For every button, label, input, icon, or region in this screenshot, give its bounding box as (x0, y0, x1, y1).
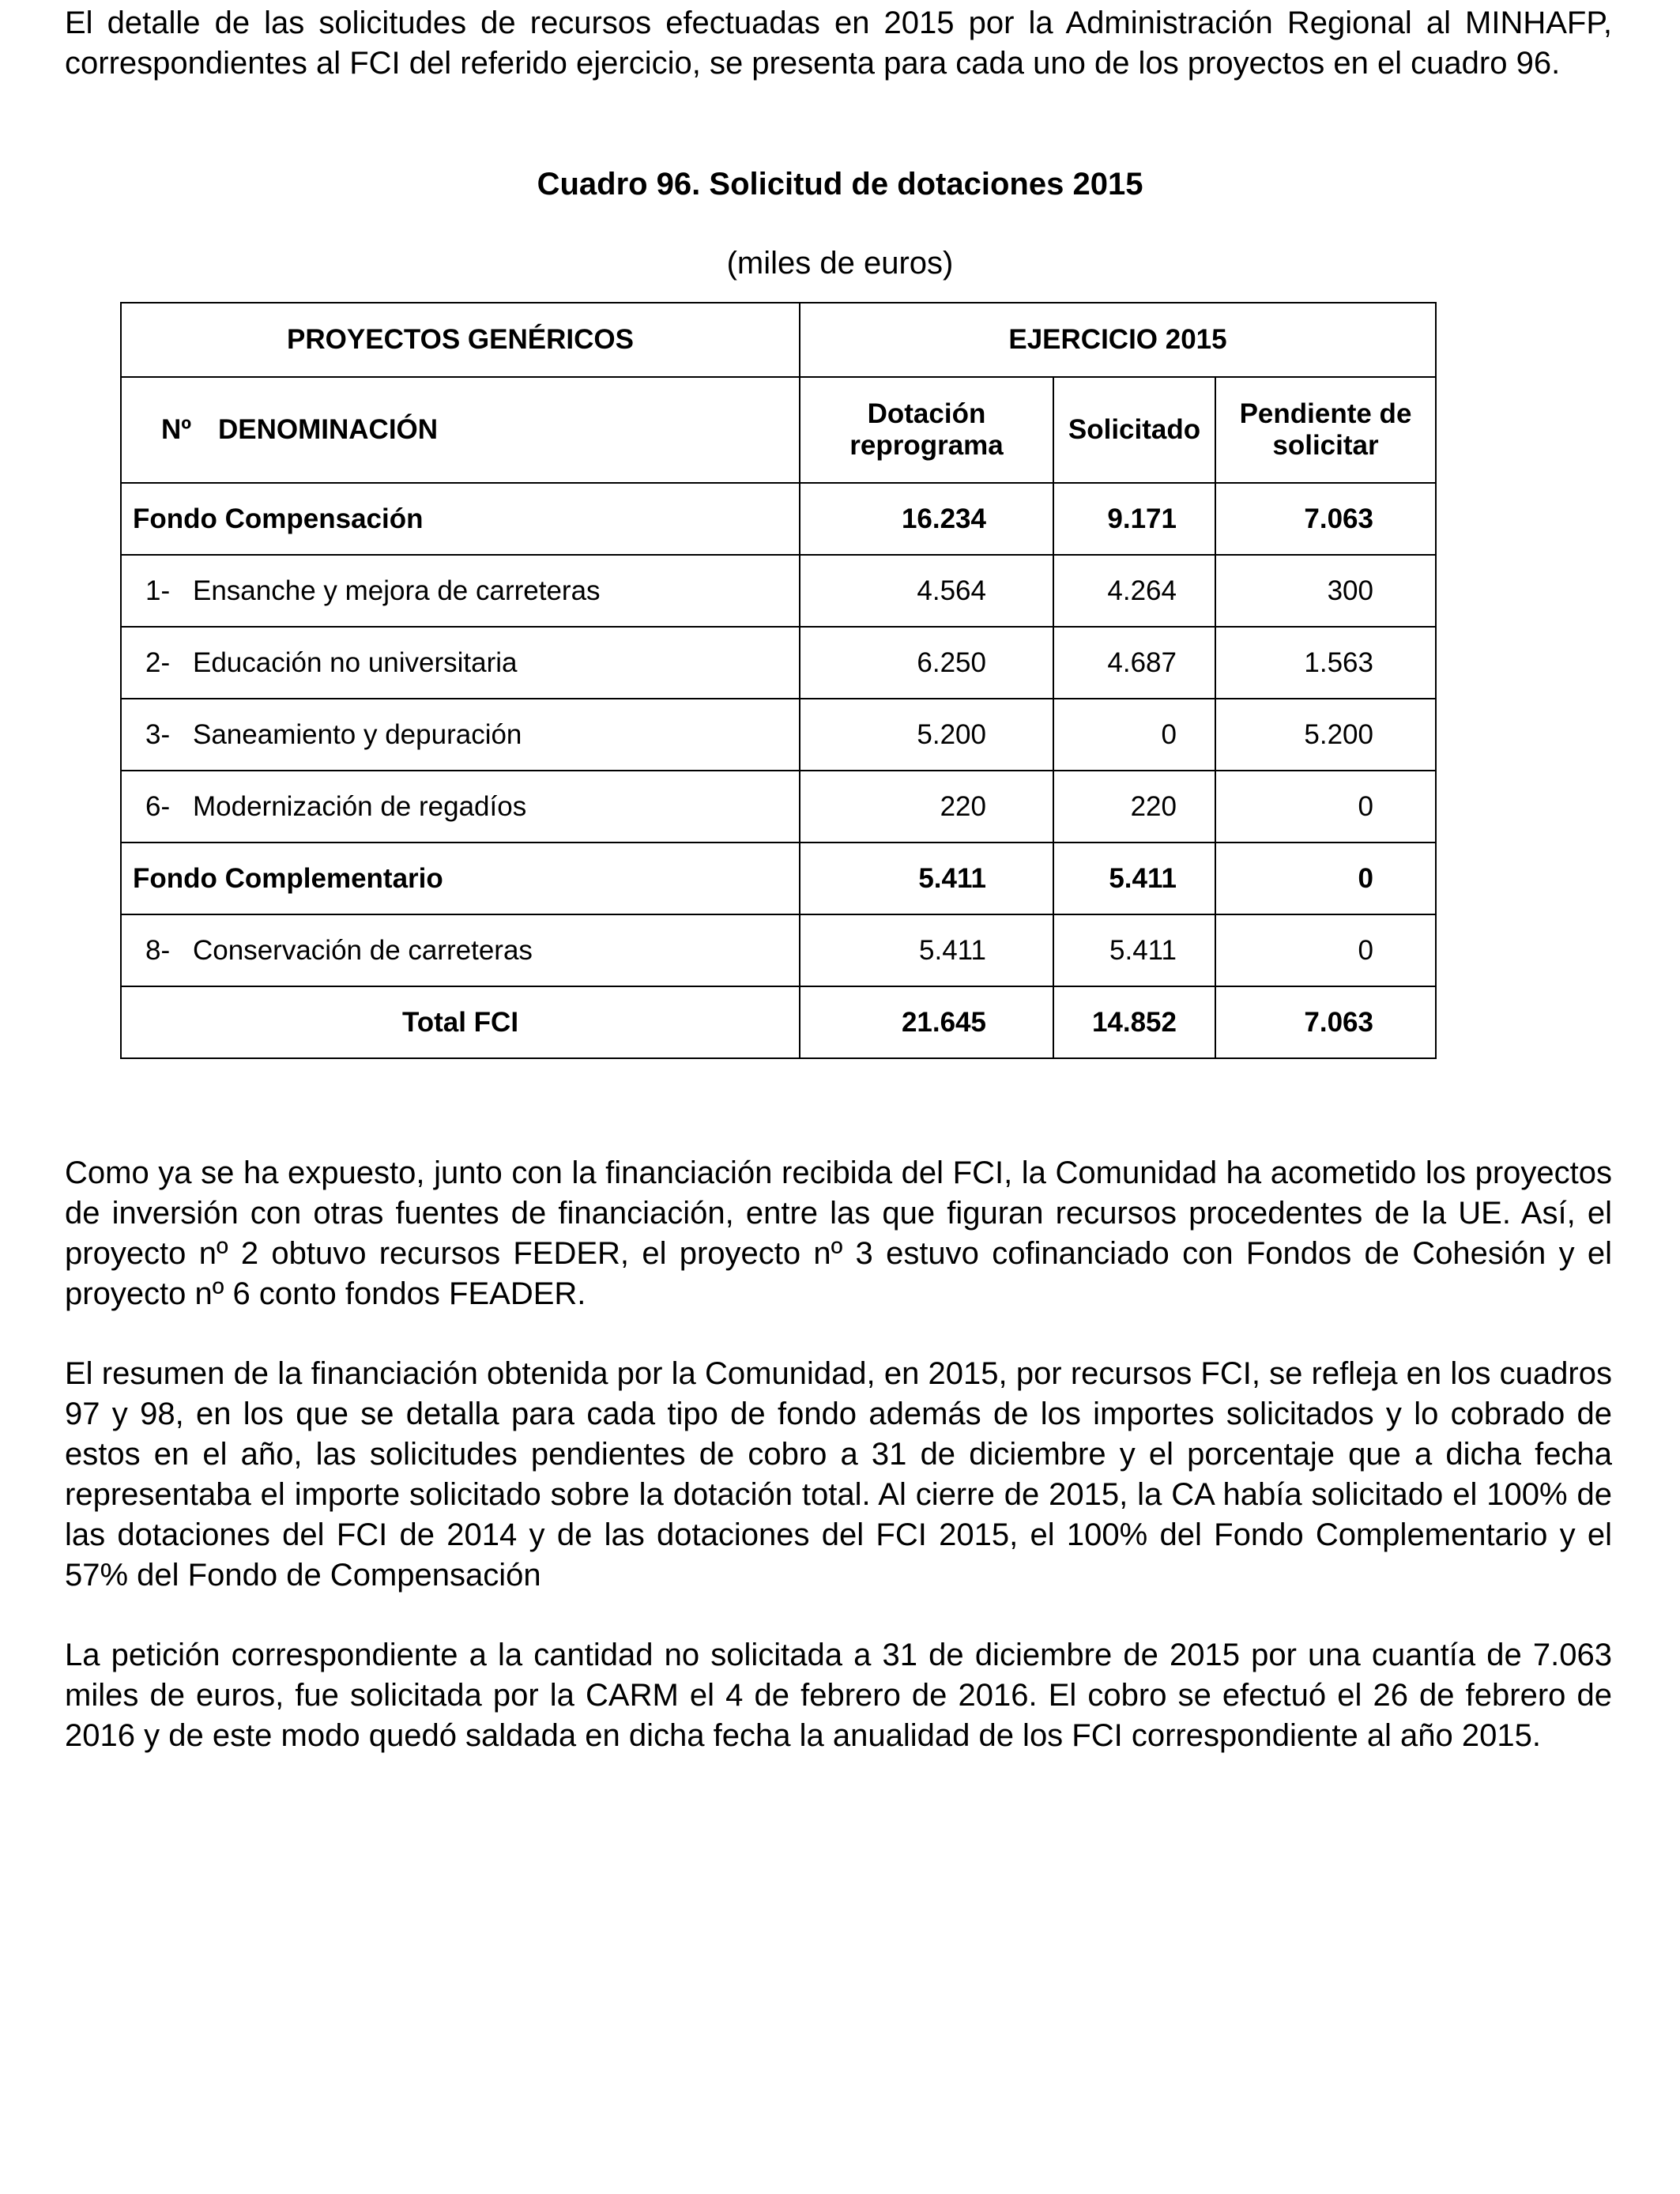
row-group-label: Fondo Complementario (121, 843, 800, 914)
header-denominacion-label: DENOMINACIÓN (218, 414, 439, 445)
header-dotacion: Dotación reprograma (800, 377, 1053, 483)
cell-dotacion: 220 (800, 771, 1053, 843)
cell-dotacion: 16.234 (800, 483, 1053, 555)
table-body (121, 483, 1436, 1058)
table-row (121, 483, 1436, 555)
cell-solicitado: 9.171 (1053, 483, 1215, 555)
cell-dotacion: 6.250 (800, 627, 1053, 699)
row-label: Modernización de regadíos (193, 790, 527, 822)
header-proyectos-genericos: PROYECTOS GENÉRICOS (121, 303, 800, 377)
row-label: Conservación de carreteras (193, 934, 533, 966)
table-row (121, 699, 1436, 771)
row-label: Ensanche y mejora de carreteras (193, 575, 601, 606)
summary-paragraph: El resumen de la financiación obtenida por la Comunidad, en 2015, por recursos FCI, se refleja en los cuadros 97 y 98, en los que se detalla para cada tipo de fondo además de los importes solicitados y lo cobrado de estos en el año, las solicitudes pendientes de cobro a 31 de diciembre y el porcentaje que a dicha fecha representaba el importe solicitado sobre la dotación total. Al cierre de 2015, la CA había solicitado el 100% de las dotaciones del FCI de 2014 y de las dotaciones del FCI 2015, el 100% del Fondo Complementario y el 57% del Fondo de Compensación (65, 1356, 1612, 1593)
row-label: Saneamiento y depuración (193, 718, 522, 750)
row-number: 6- (145, 790, 171, 822)
table-header-columns-row (121, 377, 1436, 483)
table-row (121, 555, 1436, 627)
header-solicitado: Solicitado (1053, 377, 1215, 483)
cell-pendiente: 1.563 (1215, 627, 1436, 699)
cell-pendiente: 7.063 (1215, 986, 1436, 1058)
table-header-group-row (121, 303, 1436, 377)
row-total-label: Total FCI (121, 986, 800, 1058)
cell-solicitado: 5.411 (1053, 914, 1215, 986)
cell-pendiente: 300 (1215, 555, 1436, 627)
table-row (121, 843, 1436, 914)
table-row (121, 986, 1436, 1058)
table-title: Cuadro 96. Solicitud de dotaciones 2015 (537, 167, 1143, 202)
cell-dotacion: 5.411 (800, 914, 1053, 986)
cell-pendiente: 0 (1215, 914, 1436, 986)
header-nro: Nº (161, 414, 192, 445)
cell-solicitado: 5.411 (1053, 843, 1215, 914)
cell-pendiente: 7.063 (1215, 483, 1436, 555)
request-paragraph: La petición correspondiente a la cantidad no solicitada a 31 de diciembre de 2015 por una cuantía de 7.063 miles de euros, fue solicitada por la CARM el 4 de febrero de 2016. El cobro se efectuó el 26 de febrero de 2016 y de este modo quedó saldada en dicha fecha la anualidad de los FCI correspondiente al año 2015. (65, 1638, 1612, 1753)
row-denominacion (121, 699, 800, 771)
row-number: 1- (145, 575, 171, 606)
header-denominacion (121, 377, 800, 483)
table-row (121, 771, 1436, 843)
cell-solicitado: 220 (1053, 771, 1215, 843)
row-group-label: Fondo Compensación (121, 483, 800, 555)
row-label: Educación no universitaria (193, 647, 518, 678)
cell-pendiente: 0 (1215, 771, 1436, 843)
dotaciones-table (120, 302, 1437, 1059)
cell-solicitado: 4.264 (1053, 555, 1215, 627)
header-pendiente: Pendiente de solicitar (1215, 377, 1436, 483)
row-number: 8- (145, 934, 171, 966)
table-row (121, 914, 1436, 986)
row-number: 3- (145, 718, 171, 750)
cell-solicitado: 4.687 (1053, 627, 1215, 699)
cell-pendiente: 5.200 (1215, 699, 1436, 771)
cell-solicitado: 14.852 (1053, 986, 1215, 1058)
row-denominacion (121, 627, 800, 699)
cell-dotacion: 21.645 (800, 986, 1053, 1058)
table-subtitle: (miles de euros) (726, 246, 954, 281)
row-denominacion (121, 555, 800, 627)
cell-dotacion: 5.200 (800, 699, 1053, 771)
row-denominacion (121, 914, 800, 986)
intro-paragraph: El detalle de las solicitudes de recursos efectuadas en 2015 por la Administración Regional al MINHAFP, correspondientes al FCI del referido ejercicio, se presenta para cada uno de los proyectos en el cuadro 96. (65, 6, 1612, 81)
cell-solicitado: 0 (1053, 699, 1215, 771)
row-denominacion (121, 771, 800, 843)
cell-pendiente: 0 (1215, 843, 1436, 914)
header-ejercicio: EJERCICIO 2015 (800, 303, 1436, 377)
row-number: 2- (145, 647, 171, 678)
financing-paragraph: Como ya se ha expuesto, junto con la financiación recibida del FCI, la Comunidad ha acometido los proyectos de inversión con otras fuentes de financiación, entre las que figuran recursos procedentes de la UE. Así, el proyecto nº 2 obtuvo recursos FEDER, el proyecto nº 3 estuvo cofinanciado con Fondos de Cohesión y el proyecto nº 6 conto fondos FEADER. (65, 1155, 1612, 1311)
table-row (121, 627, 1436, 699)
cell-dotacion: 5.411 (800, 843, 1053, 914)
cell-dotacion: 4.564 (800, 555, 1053, 627)
